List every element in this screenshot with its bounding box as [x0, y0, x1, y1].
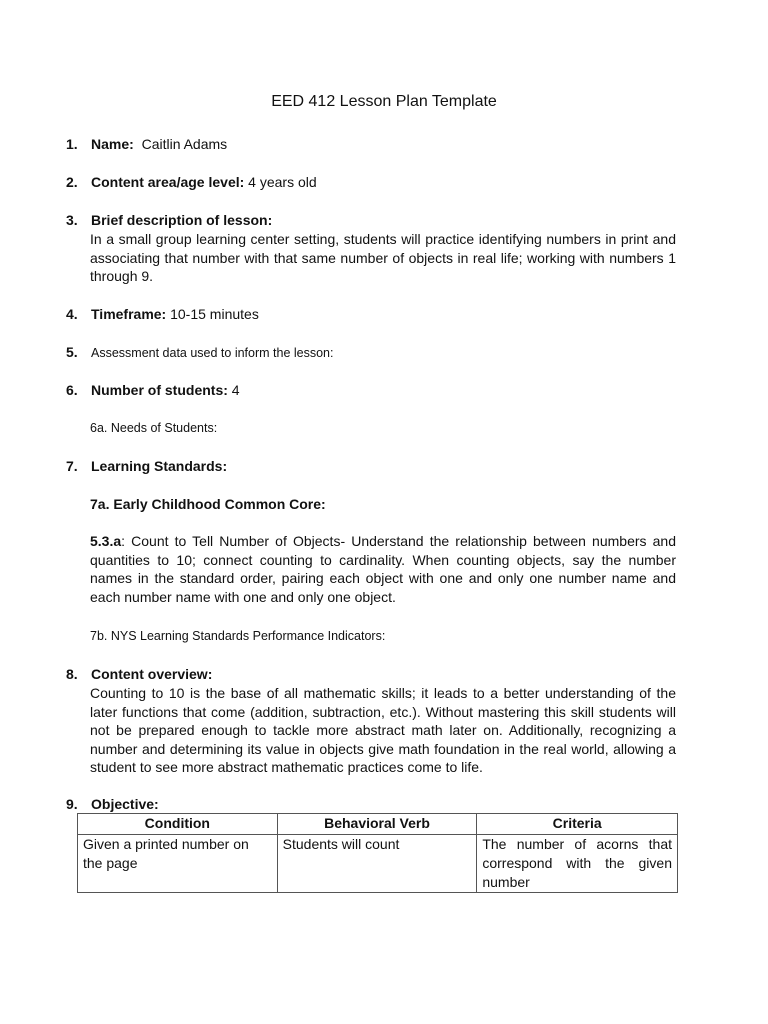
content-overview-heading — [66, 665, 212, 683]
content-overview-text: Counting to 10 is the base of all mathematic skills; it leads to a better understanding of the later functions that come (addition, subtraction, etc.). Without mastering this skill students will not be prepared enough to tackle more abstract math later on. Additionally, recognizing a number and determining its value in objects give math foundation in the real world, allowing a student to see more abstract mathematic practices come to life. — [90, 685, 676, 775]
item-number: 9. — [66, 796, 78, 812]
content-area-line — [66, 173, 317, 191]
brief-description-label: Brief description of lesson: — [91, 212, 273, 228]
item-number: 5. — [66, 344, 78, 360]
num-students-value: 4 — [231, 382, 240, 398]
timeframe-value: 10-15 minutes — [170, 306, 259, 322]
nys-standards-heading: 7b. NYS Learning Standards Performance Indicators: — [90, 629, 386, 643]
name-line — [66, 135, 227, 153]
item-number: 4. — [66, 306, 78, 322]
standard-code: 5.3.a — [90, 533, 122, 549]
name-value: Caitlin Adams — [141, 136, 228, 152]
header-behavioral-verb: Behavioral Verb — [277, 814, 477, 835]
objective-table — [77, 813, 678, 893]
standard-description: : Count to Tell Number of Objects- Understand the relationship between numbers and quantities to 10; connect counting to cardinality. When counting objects, say the number names in the standard order, pairing each object with one and only one number name and each number name with one and only one object. — [90, 533, 676, 605]
item-number: 2. — [66, 174, 78, 190]
item-number: 6. — [66, 382, 78, 398]
content-area-label: Content area/age level: — [91, 174, 245, 190]
document-title: EED 412 Lesson Plan Template — [271, 93, 497, 110]
header-condition: Condition — [78, 814, 278, 835]
needs-of-students: 6a. Needs of Students: — [90, 421, 218, 435]
name-label: Name: — [91, 136, 134, 152]
learning-standards-label: Learning Standards: — [91, 458, 228, 474]
objective-label: Objective: — [91, 796, 159, 812]
num-students-label: Number of students: — [91, 382, 228, 398]
item-number: 7. — [66, 458, 78, 474]
assessment-line — [66, 343, 334, 362]
table-header-row — [78, 814, 678, 835]
cell-behavioral-verb: Students will count — [277, 835, 477, 893]
objective-heading — [66, 795, 159, 813]
content-overview-label: Content overview: — [91, 666, 213, 682]
brief-description-heading — [66, 211, 272, 229]
item-number: 3. — [66, 212, 78, 228]
standard-text — [90, 532, 676, 606]
header-criteria: Criteria — [477, 814, 678, 835]
learning-standards-heading — [66, 457, 227, 475]
brief-description-text: In a small group learning center setting, students will practice identifying numbers in print and associating that number with that same number of objects in real life; working with numbers 1 through 9. — [90, 231, 676, 284]
cell-criteria: The number of acorns that correspond with the given number — [477, 835, 678, 893]
item-number: 1. — [66, 136, 78, 152]
item-number: 8. — [66, 666, 78, 682]
table-row — [78, 835, 678, 893]
timeframe-label: Timeframe: — [91, 306, 167, 322]
content-area-value: 4 years old — [248, 174, 317, 190]
timeframe-line — [66, 305, 259, 323]
assessment-label: Assessment data used to inform the lesson: — [91, 346, 334, 360]
early-childhood-heading: 7a. Early Childhood Common Core: — [90, 496, 326, 512]
cell-condition: Given a printed number on the page — [78, 835, 278, 893]
num-students-line — [66, 381, 240, 399]
